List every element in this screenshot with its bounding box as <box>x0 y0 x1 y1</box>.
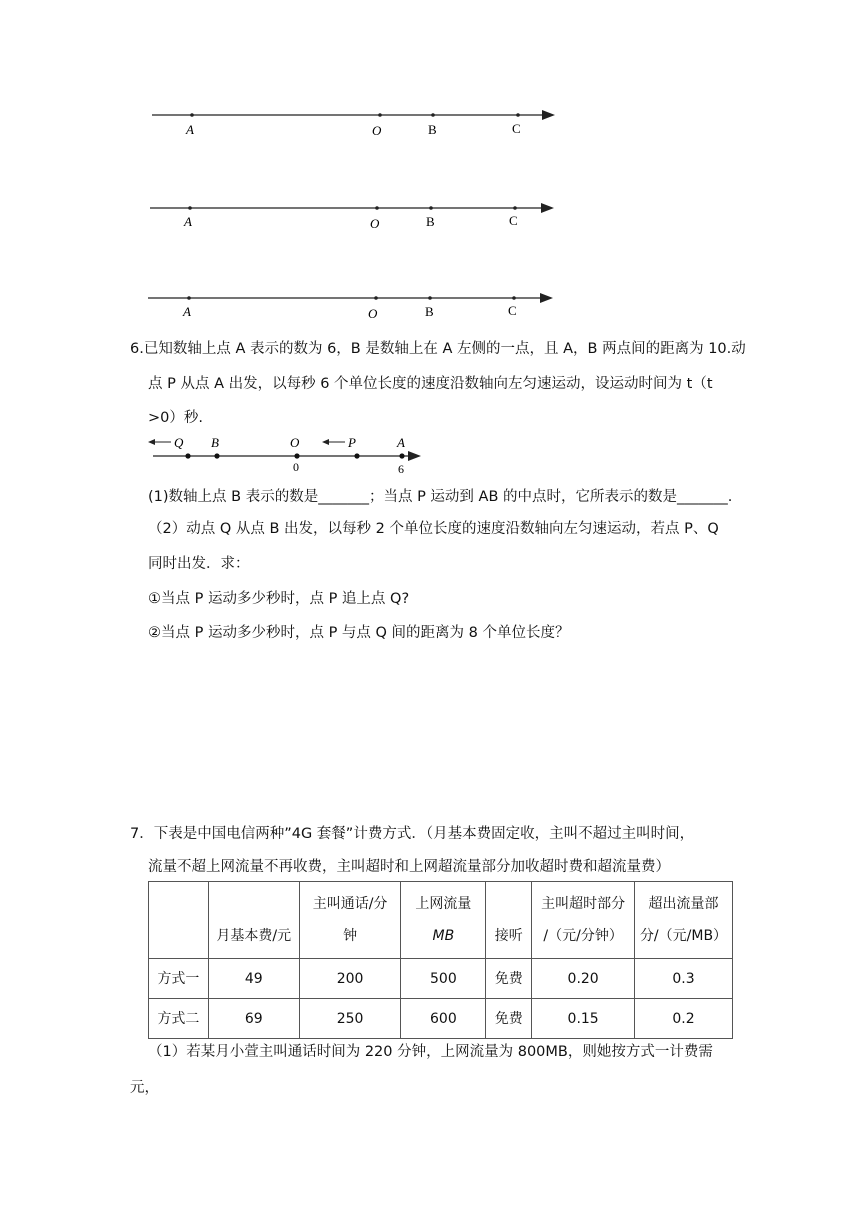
label-o: O <box>290 435 300 450</box>
label-c: C <box>508 303 517 318</box>
label-b: B <box>211 435 219 450</box>
table-cell: 0.3 <box>635 959 733 999</box>
number-line-3 <box>148 293 553 321</box>
header-cell: 接听 <box>486 882 532 959</box>
header-cell: 超出流量部 分/（元/MB） <box>635 882 733 959</box>
label-p: P <box>348 435 356 450</box>
label-o: O <box>370 216 380 231</box>
table-header-row <box>149 882 733 959</box>
number-line-1 <box>152 110 555 138</box>
q6-part-2a: （2）动点 Q 从点 B 出发，以每秒 2 个单位长度的速度沿数轴向左匀速运动，若点 P、Q <box>148 521 719 537</box>
q6-line-3: >0）秒. <box>148 410 203 426</box>
number-lines-figure <box>140 100 570 325</box>
header-cell: 主叫超时部分 /（元/分钟） <box>532 882 635 959</box>
tick-0: 0 <box>293 460 299 474</box>
table-row <box>149 999 733 1039</box>
q6-sub-1: ①当点 P 运动多少秒时，点 P 追上点 Q? <box>148 591 410 607</box>
q7-line-1: 7．下表是中国电信两种”4G 套餐”计费方式．（月基本费固定收，主叫不超过主叫时间， <box>130 826 695 842</box>
table-cell: 500 <box>401 959 486 999</box>
label-q: Q <box>174 435 184 450</box>
label-o: O <box>372 123 382 138</box>
table-cell: 49 <box>208 959 299 999</box>
table-cell: 0.2 <box>635 999 733 1039</box>
q6-line-1: 6.已知数轴上点 A 表示的数为 6，B 是数轴上在 A 左侧的一点，且 A，B 两点间的距离为 10.动 <box>130 341 746 357</box>
label-b: B <box>426 214 435 229</box>
table-cell: 方式二 <box>149 999 209 1039</box>
q7-part-1a: （1）若某月小萱主叫通话时间为 220 分钟，上网流量为 800MB，则她按方式一计费需 <box>148 1044 713 1060</box>
table-cell: 69 <box>208 999 299 1039</box>
q6-number-line-figure <box>145 428 430 478</box>
fee-table <box>148 881 733 1039</box>
table-cell: 方式一 <box>149 959 209 999</box>
number-line-2 <box>150 203 554 231</box>
q7-part-1b: 元， <box>130 1080 159 1096</box>
label-a: A <box>186 122 194 137</box>
table-cell: 免费 <box>486 959 532 999</box>
label-c: C <box>512 121 521 136</box>
label-b: B <box>428 122 437 137</box>
table-cell: 600 <box>401 999 486 1039</box>
q7-line-2: 流量不超上网流量不再收费，主叫超时和上网超流量部分加收超时费和超流量费） <box>148 859 670 875</box>
q6-part-2b: 同时出发．求： <box>148 556 250 572</box>
q6-sub-2: ②当点 P 运动多少秒时，点 P 与点 Q 间的距离为 8 个单位长度？ <box>148 625 570 641</box>
header-cell: 上网流量 MB <box>401 882 486 959</box>
table-row <box>149 959 733 999</box>
label-b: B <box>425 304 434 319</box>
table-cell: 0.15 <box>532 999 635 1039</box>
header-cell: 主叫通话/分 钟 <box>299 882 401 959</box>
label-a: A <box>184 214 192 229</box>
table-cell: 免费 <box>486 999 532 1039</box>
table-cell: 250 <box>299 999 401 1039</box>
label-o: O <box>368 306 378 321</box>
q6-part-1: (1)数轴上点 B 表示的数是_______；当点 P 运动到 AB 的中点时，它所表示的数是_______. <box>148 489 733 505</box>
label-a: A <box>397 435 405 450</box>
q6-line-2: 点 P 从点 A 出发，以每秒 6 个单位长度的速度沿数轴向左匀速运动，设运动时间为 t（t <box>148 376 713 392</box>
header-cell-blank <box>149 882 209 959</box>
tick-6: 6 <box>398 462 404 476</box>
label-a: A <box>183 304 191 319</box>
table-cell: 200 <box>299 959 401 999</box>
label-c: C <box>509 213 518 228</box>
table-cell: 0.20 <box>532 959 635 999</box>
header-cell: 月基本费/元 <box>208 882 299 959</box>
